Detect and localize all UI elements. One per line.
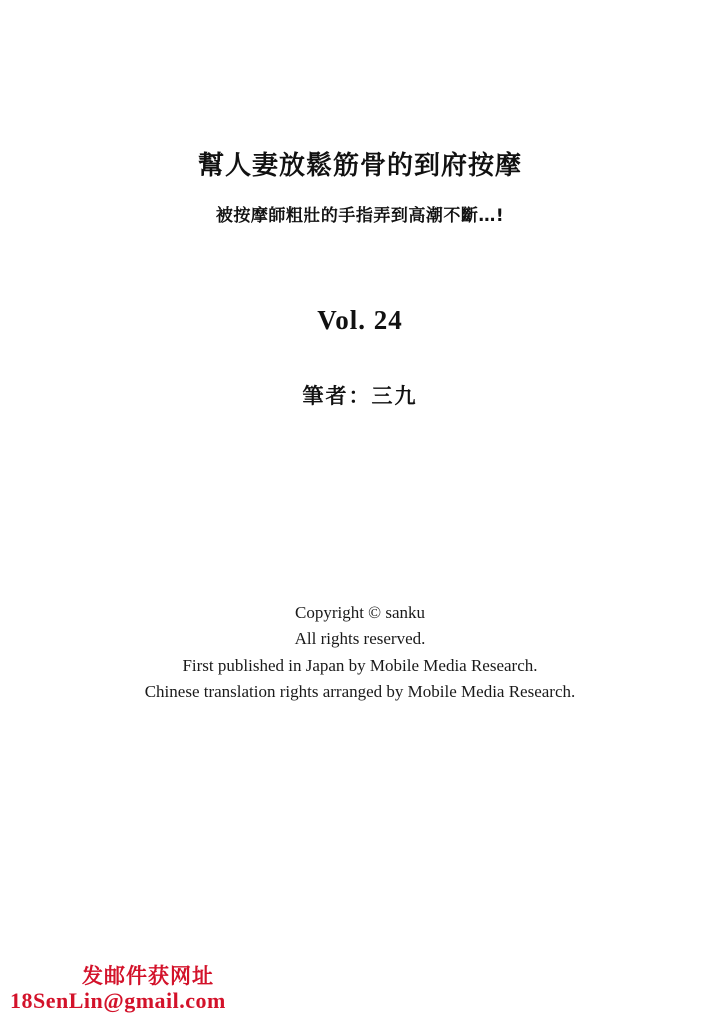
watermark-line-2: 18SenLin@gmail.com [10,987,226,1013]
title-block [0,150,720,227]
page-title: 幫人妻放鬆筋骨的到府按摩 [197,151,522,181]
copyright-line-3: First published in Japan by Mobile Media Research. [182,655,538,675]
copyright-line-1: Copyright © sanku [294,603,426,622]
volume-label: Vol. 24 [317,305,403,335]
page-subtitle: 被按摩師粗壯的手指弄到高潮不斷…! [215,205,505,226]
copyright-line-2: All rights reserved. [294,629,426,649]
watermark [10,964,226,1013]
author-label: 筆者：三九 [302,384,418,408]
copyright-block [0,600,720,705]
watermark-line-1: 发邮件获网址 [82,963,214,988]
copyright-line-4: Chinese translation rights arranged by Mobile Media Research. [144,682,576,702]
